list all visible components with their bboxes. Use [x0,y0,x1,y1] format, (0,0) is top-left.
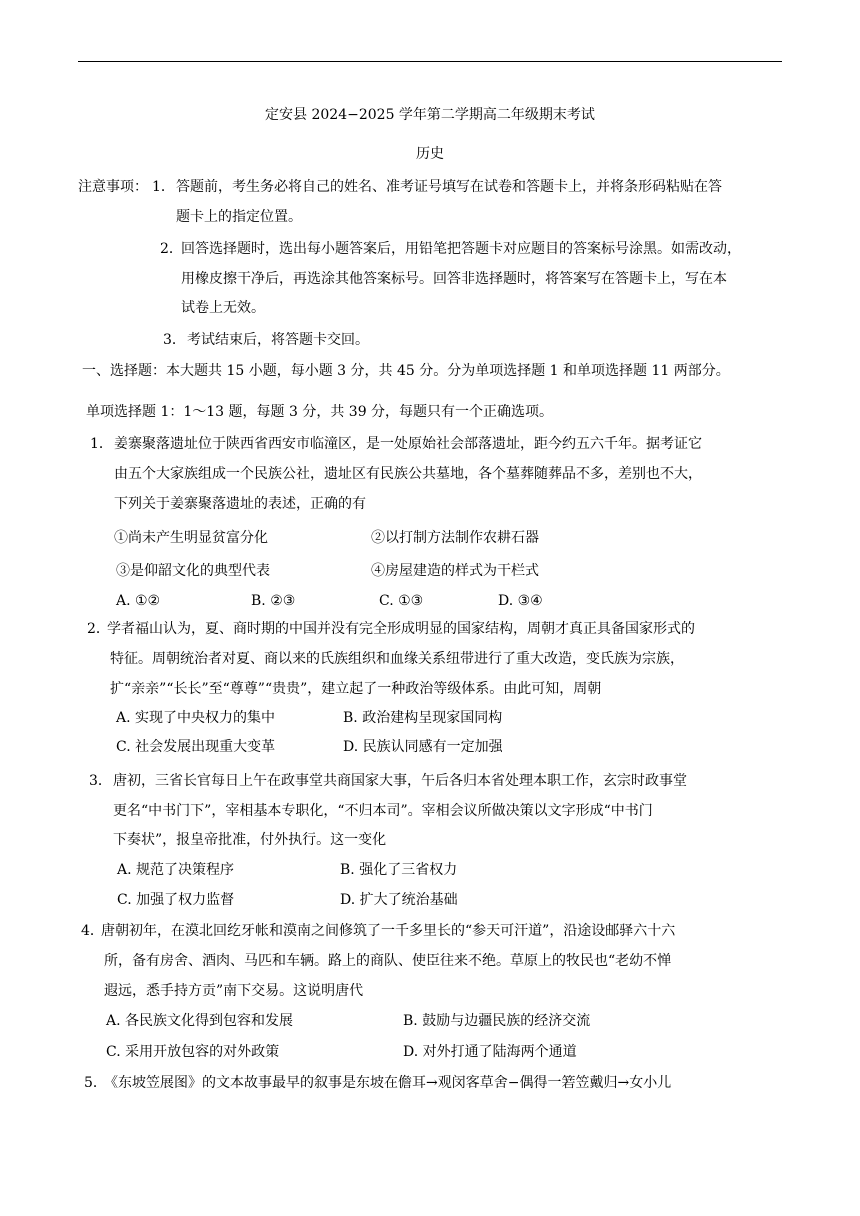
question-number: 4． [81,923,104,939]
section-heading: 一、选择题：本大题共 15 小题，每小题 3 分，共 45 分。分为单项选择题 1 和单项选择题 11 两部分。 [82,363,730,379]
option-b: B. ②③ [251,593,296,609]
option-d: D. 对外打通了陆海两个通道 [403,1044,577,1060]
notice-item-line: 试卷上无效。 [181,300,265,316]
option-b: B. 强化了三省权力 [340,862,458,878]
question-line: 唐初，三省长官每日上午在政事堂共商国家大事，午后各归本省处理本职工作，玄宗时政事堂 [113,773,687,789]
question-line: 下奏状”，报皇帝批准，付外执行。这一变化 [113,832,387,848]
exam-title: 定安县 2024−2025 学年第二学期高二年级期末考试 [265,107,595,123]
notice-item-line: 回答选择题时，选出每小题答案后，用铅笔把答题卡对应题目的答案标号涂黑。如需改动， [181,241,741,257]
notice-item-line: 答题前，考生务必将自己的姓名、准考证号填写在试卷和答题卡上，并将条形码粘贴在答 [176,179,722,195]
question-line: 学者福山认为，夏、商时期的中国并没有完全形成明显的国家结构，周朝才真正具备国家形式的 [107,621,695,637]
question-line: 由五个大家族组成一个民族公社，遗址区有民族公共墓地，各个墓葬随葬品不多，差别也不大， [114,466,702,482]
option-b: B. 鼓励与边疆民族的经济交流 [403,1013,591,1029]
question-line: 唐朝初年，在漠北回纥牙帐和漠南之间修筑了一千多里长的“参天可汗道”，沿途设邮驿六十六 [101,923,676,939]
notice-item-line: 题卡上的指定位置。 [176,209,302,225]
question-line: 更名“中书门下”，宰相基本专职化，“不归本司”。宰相会议所做决策以文字形成“中书门 [113,803,653,819]
subject-title: 历史 [416,146,444,162]
notice-item-number: 1． [152,179,175,195]
question-line: 扩“亲亲”“长长”至“尊尊”“贵贵”，建立起了一种政治等级体系。由此可知，周朝 [110,681,602,697]
option-c: C. 加强了权力监督 [117,892,235,908]
option-a: A. ①② [116,593,161,609]
option-d: D. ③④ [498,593,543,609]
option-c: C. 采用开放包容的对外政策 [106,1044,280,1060]
statement-1: ①尚未产生明显贫富分化 [114,530,268,546]
option-c: C. 社会发展出现重大变革 [116,739,276,755]
notice-item-number: 2． [160,241,183,257]
notice-item-number: 3． [163,332,186,348]
option-d: D. 民族认同感有一定加强 [343,739,503,755]
statement-2: ②以打制方法制作农耕石器 [371,530,539,546]
header-rule [78,61,782,62]
section-sub-heading: 单项选择题 1：1～13 题，每题 3 分，共 39 分，每题只有一个正确选项。 [86,404,554,420]
question-number: 2． [87,621,110,637]
question-line: 遐远，悉手持方贡”南下交易。这说明唐代 [104,983,364,999]
statement-4: ④房屋建造的样式为干栏式 [371,563,539,579]
notice-item-line: 考试结束后，将答题卡交回。 [187,332,369,348]
option-b: B. 政治建构呈现家国同构 [343,710,503,726]
option-a: A. 规范了决策程序 [117,862,235,878]
question-line: 《东坡笠展图》的文本故事最早的叙事是东坡在儋耳→观闵客草舍−偶得一箬笠戴归→女小儿 [104,1075,672,1091]
question-line: 姜寨聚落遗址位于陕西省西安市临潼区，是一处原始社会部落遗址，距今约五六千年。据考证它 [114,436,702,452]
statement-3: ③是仰韶文化的典型代表 [116,563,270,579]
notice-item-line: 用橡皮擦干净后，再选涂其他答案标号。回答非选择题时，将答案写在答题卡上，写在本 [181,271,727,287]
notice-label: 注意事项： [78,179,148,195]
question-number: 3． [89,773,112,789]
question-number: 1． [90,436,113,452]
question-number: 5． [84,1075,107,1091]
question-line: 下列关于姜寨聚落遗址的表述，正确的有 [114,496,366,512]
option-c: C. ①③ [379,593,424,609]
option-a: A. 各民族文化得到包容和发展 [106,1013,294,1029]
question-line: 所，备有房舍、酒肉、马匹和车辆。路上的商队、使臣往来不绝。草原上的牧民也“老幼不惮 [104,953,672,969]
option-a: A. 实现了中央权力的集中 [116,710,276,726]
option-d: D. 扩大了统治基础 [340,892,458,908]
question-line: 特征。周朝统治者对夏、商以来的氏族组织和血缘关系纽带进行了重大改造，变氏族为宗族， [110,651,684,667]
